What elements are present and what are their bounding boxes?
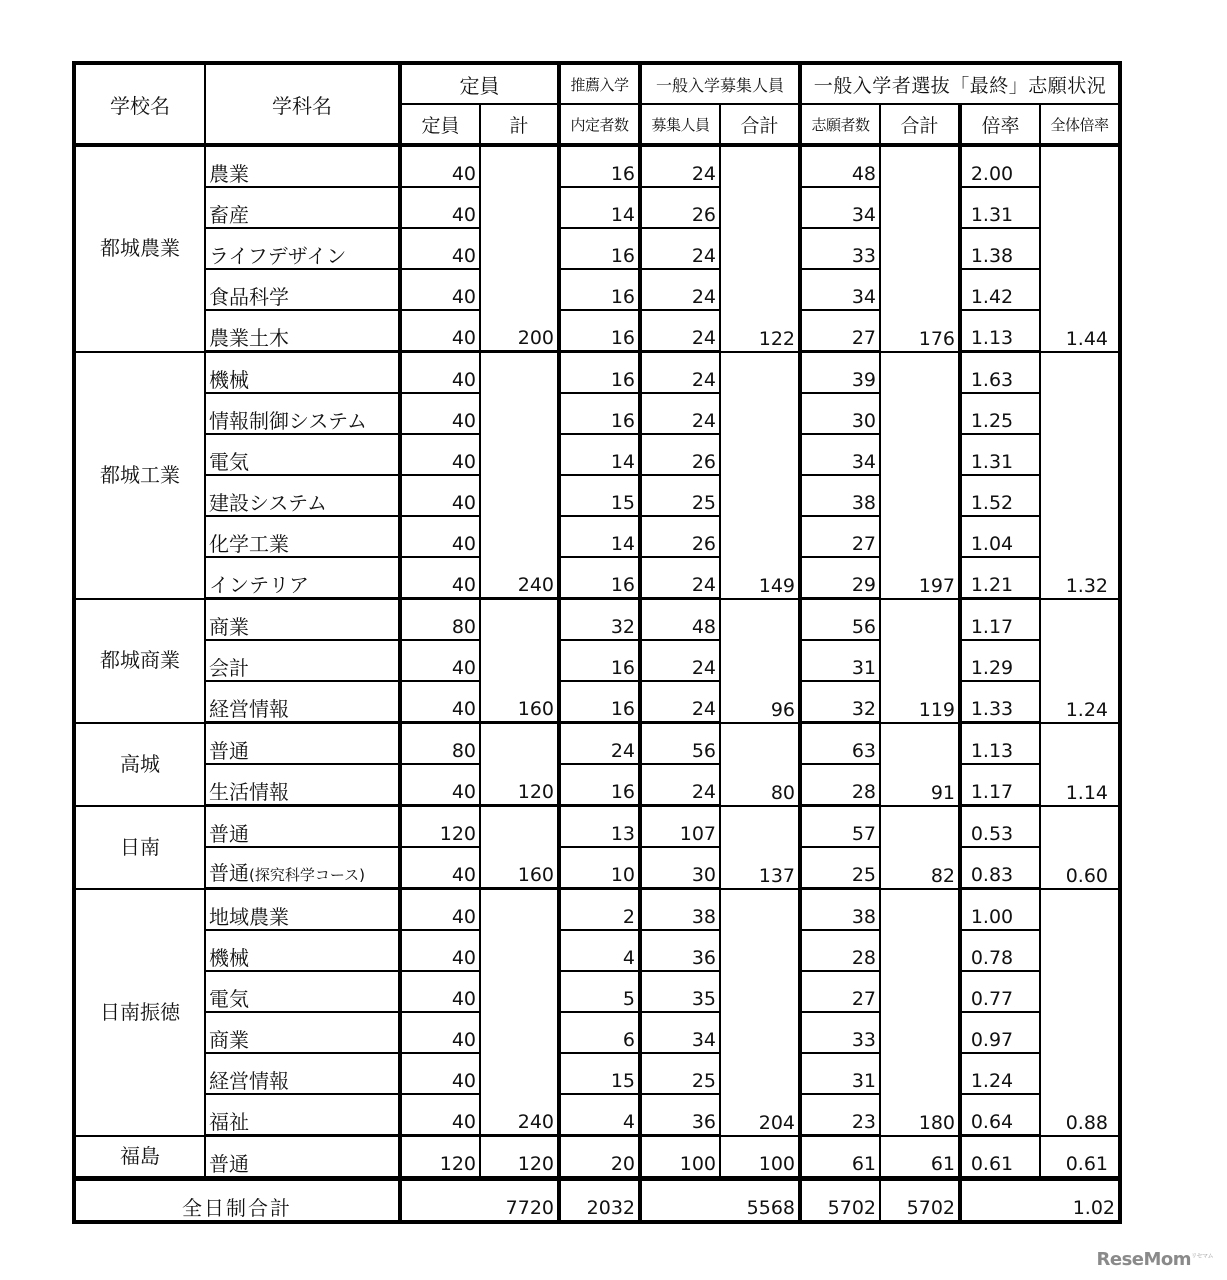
ratio: 1.31 — [960, 187, 1040, 228]
applicants: 34 — [800, 187, 880, 228]
table-body — [74, 145, 1120, 1179]
general-recruit: 24 — [640, 228, 720, 269]
applicants: 23 — [800, 1094, 880, 1136]
department-label: 商業 — [209, 615, 249, 639]
capacity: 40 — [400, 393, 480, 434]
general-recruit: 24 — [640, 352, 720, 394]
general-recruit: 24 — [640, 310, 720, 352]
ratio: 1.24 — [960, 1053, 1040, 1094]
recommend-count: 14 — [559, 516, 640, 557]
capacity-total: 160 — [480, 599, 559, 723]
school-name: 福島 — [74, 1136, 205, 1179]
department-name — [205, 1053, 400, 1094]
department-name — [205, 806, 400, 848]
capacity: 40 — [400, 640, 480, 681]
applicants-total: 197 — [880, 352, 960, 599]
capacity: 40 — [400, 187, 480, 228]
general-recruit: 56 — [640, 723, 720, 765]
table-row — [74, 599, 1120, 641]
table-row — [74, 640, 1120, 681]
capacity-total: 200 — [480, 145, 559, 352]
department-name — [205, 145, 400, 187]
capacity: 40 — [400, 352, 480, 394]
overall-ratio: 1.32 — [1040, 352, 1120, 599]
department-label: 地域農業 — [209, 905, 289, 929]
ratio: 1.13 — [960, 723, 1040, 765]
capacity: 40 — [400, 434, 480, 475]
total-recommend: 2032 — [559, 1179, 640, 1223]
header-general-recruit: 募集人員 — [640, 104, 720, 145]
header-applicants: 志願者数 — [800, 104, 880, 145]
header-capacity: 定員 — [400, 104, 480, 145]
overall-ratio: 0.61 — [1040, 1136, 1120, 1179]
recommend-count: 2 — [559, 889, 640, 931]
ratio: 0.77 — [960, 971, 1040, 1012]
recommend-count: 15 — [559, 1053, 640, 1094]
ratio: 1.25 — [960, 393, 1040, 434]
applicants: 30 — [800, 393, 880, 434]
capacity: 40 — [400, 681, 480, 723]
recommend-count: 4 — [559, 1094, 640, 1136]
applicants: 57 — [800, 806, 880, 848]
general-total: 149 — [720, 352, 800, 599]
capacity: 80 — [400, 599, 480, 641]
capacity-total: 240 — [480, 889, 559, 1136]
table-row — [74, 475, 1120, 516]
applicants: 63 — [800, 723, 880, 765]
general-recruit: 48 — [640, 599, 720, 641]
ratio: 1.04 — [960, 516, 1040, 557]
capacity: 40 — [400, 847, 480, 889]
capacity: 40 — [400, 764, 480, 806]
total-label: 全日制合計 — [74, 1179, 400, 1223]
school-name: 都城商業 — [74, 599, 205, 723]
header-general-group: 一般入学募集人員 — [640, 63, 800, 104]
capacity-total: 240 — [480, 352, 559, 599]
school-name: 日南振徳 — [74, 889, 205, 1136]
table-row — [74, 310, 1120, 352]
overall-ratio: 1.14 — [1040, 723, 1120, 806]
admission-status-sheet — [72, 61, 1122, 1224]
general-recruit: 25 — [640, 1053, 720, 1094]
general-recruit: 38 — [640, 889, 720, 931]
department-label: 普通 — [209, 739, 249, 763]
general-recruit: 25 — [640, 475, 720, 516]
overall-ratio: 1.44 — [1040, 145, 1120, 352]
header-capacity-group: 定員 — [400, 63, 559, 104]
table-row — [74, 1136, 1120, 1179]
department-note: (探究科学コース) — [249, 866, 365, 884]
general-recruit: 26 — [640, 187, 720, 228]
department-label: 農業 — [209, 162, 249, 186]
general-recruit: 24 — [640, 269, 720, 310]
applicants: 33 — [800, 1012, 880, 1053]
department-name — [205, 269, 400, 310]
applicants: 27 — [800, 310, 880, 352]
general-recruit: 26 — [640, 434, 720, 475]
ratio: 0.61 — [960, 1136, 1040, 1179]
table-row — [74, 681, 1120, 723]
general-recruit: 34 — [640, 1012, 720, 1053]
ratio: 1.29 — [960, 640, 1040, 681]
general-recruit: 26 — [640, 516, 720, 557]
department-name — [205, 889, 400, 931]
department-name — [205, 228, 400, 269]
general-recruit: 24 — [640, 145, 720, 187]
department-label: 化学工業 — [209, 532, 289, 556]
applicants-total: 91 — [880, 723, 960, 806]
capacity: 40 — [400, 1012, 480, 1053]
table-row — [74, 434, 1120, 475]
department-label: 商業 — [209, 1028, 249, 1052]
department-name — [205, 393, 400, 434]
total-row — [74, 1179, 1120, 1223]
ratio: 1.21 — [960, 557, 1040, 599]
applicants: 38 — [800, 475, 880, 516]
department-label: 福祉 — [209, 1110, 249, 1134]
applicants: 61 — [800, 1136, 880, 1179]
capacity-total: 120 — [480, 1136, 559, 1179]
general-recruit: 107 — [640, 806, 720, 848]
general-recruit: 36 — [640, 930, 720, 971]
department-label: 経営情報 — [209, 697, 289, 721]
recommend-count: 16 — [559, 393, 640, 434]
general-recruit: 24 — [640, 764, 720, 806]
ratio: 0.53 — [960, 806, 1040, 848]
department-label: 機械 — [209, 946, 249, 970]
header-recommend: 内定者数 — [559, 104, 640, 145]
ratio: 0.83 — [960, 847, 1040, 889]
general-total: 137 — [720, 806, 800, 889]
department-name — [205, 847, 400, 889]
applicants: 48 — [800, 145, 880, 187]
recommend-count: 16 — [559, 269, 640, 310]
header-ratio: 倍率 — [960, 104, 1040, 145]
table-footer — [74, 1179, 1120, 1223]
department-name — [205, 723, 400, 765]
table-row — [74, 1094, 1120, 1136]
header-school: 学校名 — [74, 63, 205, 145]
ratio: 1.52 — [960, 475, 1040, 516]
applicants-total: 119 — [880, 599, 960, 723]
recommend-count: 16 — [559, 764, 640, 806]
applicants: 31 — [800, 640, 880, 681]
ratio: 1.38 — [960, 228, 1040, 269]
table-row — [74, 557, 1120, 599]
department-label: ライフデザイン — [209, 244, 347, 268]
recommend-count: 32 — [559, 599, 640, 641]
recommend-count: 6 — [559, 1012, 640, 1053]
school-name: 都城農業 — [74, 145, 205, 352]
department-label: 機械 — [209, 368, 249, 392]
department-label: 会計 — [209, 656, 249, 680]
applicants: 29 — [800, 557, 880, 599]
table-row — [74, 847, 1120, 889]
capacity: 40 — [400, 1053, 480, 1094]
department-label: 生活情報 — [209, 780, 289, 804]
department-name — [205, 352, 400, 394]
recommend-count: 13 — [559, 806, 640, 848]
table-row — [74, 352, 1120, 394]
recommend-count: 20 — [559, 1136, 640, 1179]
capacity: 40 — [400, 269, 480, 310]
logo-kana: リセマム — [1191, 1253, 1213, 1260]
header-recommend-group: 推薦入学 — [559, 63, 640, 104]
department-name — [205, 599, 400, 641]
general-recruit: 24 — [640, 557, 720, 599]
capacity: 40 — [400, 557, 480, 599]
department-name — [205, 1136, 400, 1179]
table-row — [74, 971, 1120, 1012]
applicants-total: 61 — [880, 1136, 960, 1179]
applicants: 32 — [800, 681, 880, 723]
table-row — [74, 145, 1120, 187]
department-label: 情報制御システム — [209, 409, 367, 433]
application-status-table — [72, 61, 1122, 1224]
recommend-count: 16 — [559, 640, 640, 681]
department-label: 電気 — [209, 450, 249, 474]
capacity: 40 — [400, 889, 480, 931]
capacity: 40 — [400, 516, 480, 557]
applicants: 28 — [800, 930, 880, 971]
capacity-total: 160 — [480, 806, 559, 889]
ratio: 0.97 — [960, 1012, 1040, 1053]
table-row — [74, 806, 1120, 848]
general-recruit: 35 — [640, 971, 720, 1012]
department-label: 経営情報 — [209, 1069, 289, 1093]
general-total: 80 — [720, 723, 800, 806]
recommend-count: 10 — [559, 847, 640, 889]
table-row — [74, 187, 1120, 228]
school-name: 日南 — [74, 806, 205, 889]
applicants: 27 — [800, 516, 880, 557]
applicants-total: 82 — [880, 806, 960, 889]
header-capacity-total: 計 — [480, 104, 559, 145]
recommend-count: 14 — [559, 187, 640, 228]
department-name — [205, 434, 400, 475]
capacity: 80 — [400, 723, 480, 765]
general-recruit: 24 — [640, 393, 720, 434]
general-total: 100 — [720, 1136, 800, 1179]
ratio: 1.63 — [960, 352, 1040, 394]
recommend-count: 16 — [559, 681, 640, 723]
capacity: 40 — [400, 930, 480, 971]
applicants-total: 180 — [880, 889, 960, 1136]
logo-text: ReseMom — [1096, 1249, 1192, 1270]
recommend-count: 5 — [559, 971, 640, 1012]
department-name — [205, 516, 400, 557]
department-label: インテリア — [209, 573, 309, 597]
table-row — [74, 269, 1120, 310]
department-label: 食品科学 — [209, 285, 289, 309]
department-label: 電気 — [209, 987, 249, 1011]
capacity: 40 — [400, 145, 480, 187]
table-row — [74, 228, 1120, 269]
total-overall-ratio: 1.02 — [960, 1179, 1120, 1223]
general-recruit: 24 — [640, 681, 720, 723]
total-applicants: 5702 — [800, 1179, 880, 1223]
capacity: 40 — [400, 310, 480, 352]
department-label: 畜産 — [209, 203, 249, 227]
resemom-logo — [1097, 1249, 1213, 1270]
department-name — [205, 1012, 400, 1053]
recommend-count: 4 — [559, 930, 640, 971]
header-overall-ratio: 全体倍率 — [1040, 104, 1120, 145]
header-applicants-total: 合計 — [880, 104, 960, 145]
recommend-count: 16 — [559, 557, 640, 599]
recommend-count: 16 — [559, 310, 640, 352]
applicants: 25 — [800, 847, 880, 889]
total-general: 5568 — [640, 1179, 800, 1223]
general-total: 96 — [720, 599, 800, 723]
school-name: 都城工業 — [74, 352, 205, 599]
department-label: 普通 — [209, 822, 249, 846]
capacity: 40 — [400, 475, 480, 516]
general-recruit: 36 — [640, 1094, 720, 1136]
table-row — [74, 889, 1120, 931]
table-header — [74, 63, 1120, 145]
department-name — [205, 475, 400, 516]
applicants: 34 — [800, 434, 880, 475]
recommend-count: 15 — [559, 475, 640, 516]
capacity-total: 120 — [480, 723, 559, 806]
table-row — [74, 1012, 1120, 1053]
ratio: 0.64 — [960, 1094, 1040, 1136]
table-row — [74, 393, 1120, 434]
header-status-group: 一般入学者選抜「最終」志願状況 — [800, 63, 1120, 104]
school-name: 高城 — [74, 723, 205, 806]
department-name — [205, 187, 400, 228]
department-name — [205, 640, 400, 681]
general-recruit: 30 — [640, 847, 720, 889]
department-name — [205, 557, 400, 599]
ratio: 1.31 — [960, 434, 1040, 475]
applicants: 27 — [800, 971, 880, 1012]
table-row — [74, 764, 1120, 806]
ratio: 1.17 — [960, 764, 1040, 806]
overall-ratio: 1.24 — [1040, 599, 1120, 723]
capacity: 40 — [400, 971, 480, 1012]
table-row — [74, 930, 1120, 971]
ratio: 1.17 — [960, 599, 1040, 641]
table-row — [74, 516, 1120, 557]
applicants: 33 — [800, 228, 880, 269]
header-department: 学科名 — [205, 63, 400, 145]
capacity: 40 — [400, 1094, 480, 1136]
recommend-count: 14 — [559, 434, 640, 475]
recommend-count: 24 — [559, 723, 640, 765]
ratio: 1.00 — [960, 889, 1040, 931]
department-name — [205, 930, 400, 971]
applicants: 38 — [800, 889, 880, 931]
applicants: 31 — [800, 1053, 880, 1094]
ratio: 1.33 — [960, 681, 1040, 723]
overall-ratio: 0.60 — [1040, 806, 1120, 889]
general-recruit: 100 — [640, 1136, 720, 1179]
department-name — [205, 971, 400, 1012]
recommend-count: 16 — [559, 228, 640, 269]
department-name — [205, 310, 400, 352]
general-recruit: 24 — [640, 640, 720, 681]
applicants: 56 — [800, 599, 880, 641]
department-name — [205, 764, 400, 806]
total-capacity: 7720 — [400, 1179, 559, 1223]
department-label: 普通 — [209, 861, 249, 885]
overall-ratio: 0.88 — [1040, 889, 1120, 1136]
table-row — [74, 1053, 1120, 1094]
applicants: 34 — [800, 269, 880, 310]
ratio: 1.13 — [960, 310, 1040, 352]
ratio: 0.78 — [960, 930, 1040, 971]
ratio: 1.42 — [960, 269, 1040, 310]
recommend-count: 16 — [559, 352, 640, 394]
general-total: 122 — [720, 145, 800, 352]
department-label: 建設システム — [209, 491, 327, 515]
capacity: 40 — [400, 228, 480, 269]
table-row — [74, 723, 1120, 765]
department-name — [205, 681, 400, 723]
capacity: 120 — [400, 1136, 480, 1179]
department-name — [205, 1094, 400, 1136]
applicants: 39 — [800, 352, 880, 394]
ratio: 2.00 — [960, 145, 1040, 187]
department-label: 農業土木 — [209, 326, 289, 350]
department-label: 普通 — [209, 1152, 249, 1176]
total-applicants-total: 5702 — [880, 1179, 960, 1223]
recommend-count: 16 — [559, 145, 640, 187]
header-general-total: 合計 — [720, 104, 800, 145]
applicants-total: 176 — [880, 145, 960, 352]
general-total: 204 — [720, 889, 800, 1136]
capacity: 120 — [400, 806, 480, 848]
applicants: 28 — [800, 764, 880, 806]
